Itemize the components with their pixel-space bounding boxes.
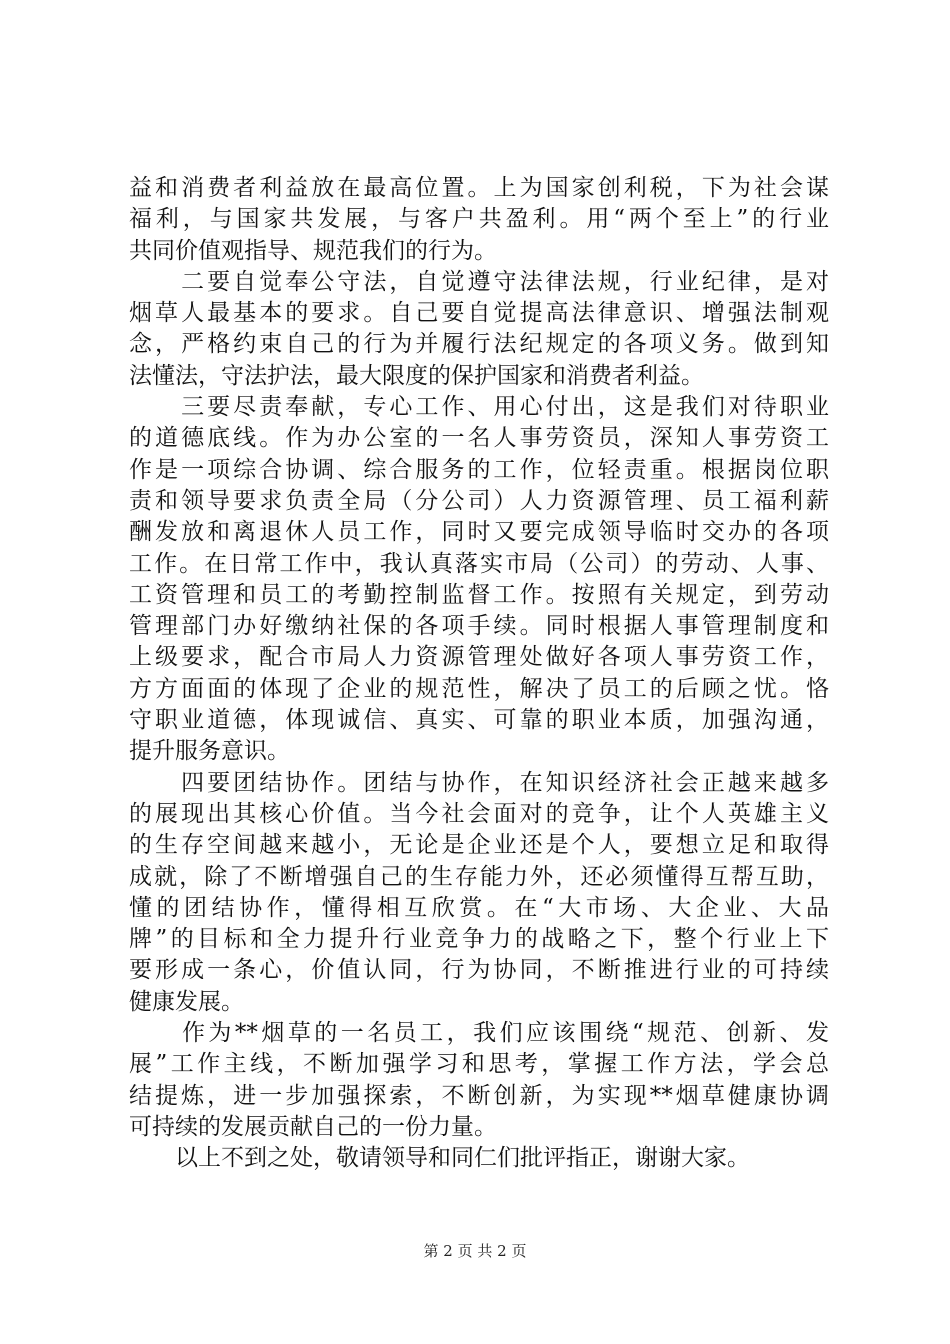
text-line: 可持续的发展贡献自己的一份力量。 — [129, 1113, 497, 1140]
text-line: 的展现出其核心价值。当今社会面对的竞争，让个人英雄主义 — [129, 800, 829, 827]
text-line: 懂的团结协作，懂得相互欣赏。在“大市场、大企业、大品 — [129, 894, 829, 921]
text-line: 二要自觉奉公守法，自觉遵守法律法规，行业纪律，是对 — [129, 268, 829, 295]
text-line: 作为**烟草的一名员工，我们应该围绕“规范、创新、发 — [129, 1020, 829, 1047]
text-line: 的生存空间越来越小，无论是企业还是个人，要想立足和取得 — [129, 832, 829, 859]
text-line: 责和领导要求负责全局（分公司）人力资源管理、员工福利薪 — [129, 487, 829, 514]
text-line: 提升服务意识。 — [129, 738, 290, 765]
text-line: 酬发放和离退休人员工作，同时又要完成领导临时交办的各项 — [129, 519, 829, 546]
text-line: 展”工作主线，不断加强学习和思考，掌握工作方法，学会总 — [129, 1051, 829, 1078]
text-line: 的道德底线。作为办公室的一名人事劳资员，深知人事劳资工 — [129, 425, 829, 452]
text-line: 上级要求，配合市局人力资源管理处做好各项人事劳资工作， — [129, 644, 829, 671]
text-line: 三要尽责奉献，专心工作、用心付出，这是我们对待职业 — [129, 394, 829, 421]
text-line: 守职业道德，体现诚信、真实、可靠的职业本质，加强沟通， — [129, 707, 829, 734]
text-line: 工资管理和员工的考勤控制监督工作。按照有关规定，到劳动 — [129, 581, 829, 608]
text-line: 烟草人最基本的要求。自己要自觉提高法律意识、增强法制观 — [129, 300, 829, 327]
text-line: 工作。在日常工作中，我认真落实市局（公司）的劳动、人事、 — [129, 550, 829, 577]
text-line: 以上不到之处，敬请领导和同仁们批评指正，谢谢大家。 — [129, 1145, 750, 1172]
text-line: 管理部门办好缴纳社保的各项手续。同时根据人事管理制度和 — [129, 613, 829, 640]
text-line: 牌”的目标和全力提升行业竞争力的战略之下，整个行业上下 — [129, 926, 829, 953]
text-line: 要形成一条心，价值认同，行为协同，不断推进行业的可持续 — [129, 957, 829, 984]
text-line: 健康发展。 — [129, 988, 244, 1015]
text-line: 方方面面的体现了企业的规范性，解决了员工的后顾之忧。恪 — [129, 675, 829, 702]
text-line: 作是一项综合协调、综合服务的工作，位轻责重。根据岗位职 — [129, 456, 829, 483]
text-line: 结提炼，进一步加强探索，不断创新，为实现**烟草健康协调 — [129, 1082, 829, 1109]
document-body — [129, 173, 829, 1175]
text-line: 福利，与国家共发展，与客户共盈利。用“两个至上”的行业 — [129, 206, 829, 233]
text-line: 四要团结协作。团结与协作，在知识经济社会正越来越多 — [129, 769, 829, 796]
text-line: 共同价值观指导、规范我们的行为。 — [129, 237, 497, 264]
text-line: 益和消费者利益放在最高位置。上为国家创利税，下为社会谋 — [129, 175, 829, 201]
text-line: 念，严格约束自己的行为并履行法纪规定的各项义务。做到知 — [129, 331, 829, 358]
text-line: 法懂法，守法护法，最大限度的保护国家和消费者利益。 — [129, 362, 704, 389]
page-footer: 第 2 页 共 2 页 — [423, 1242, 527, 1260]
text-line: 成就，除了不断增强自己的生存能力外，还必须懂得互帮互助， — [129, 863, 829, 890]
